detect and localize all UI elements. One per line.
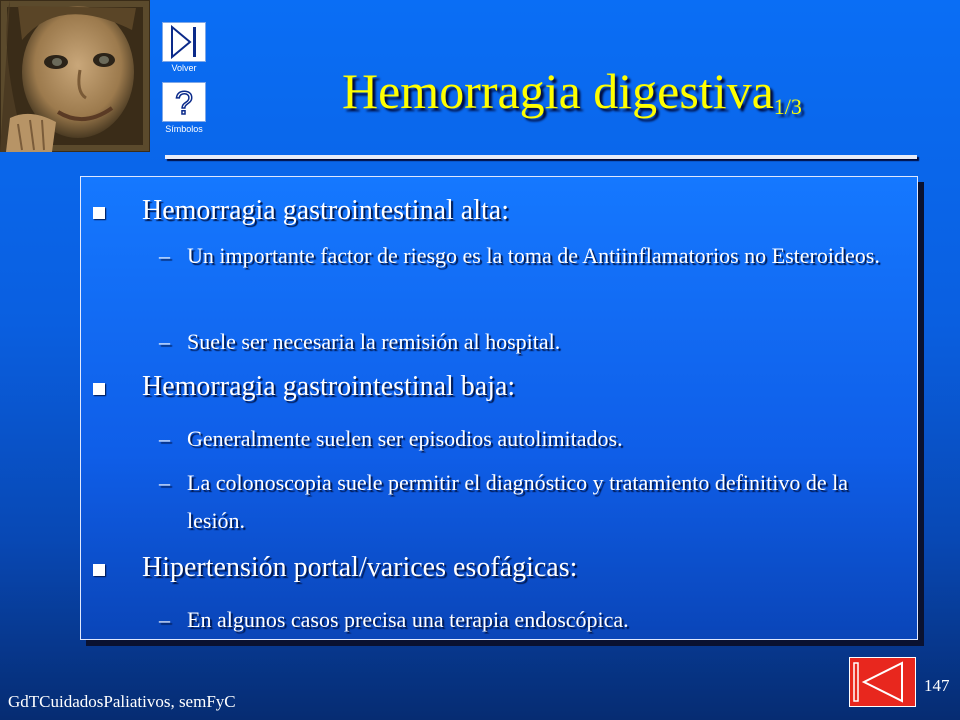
sub-bullet-text: Un importante factor de riesgo es la toma de Antiinflamatorios no Esteroideos. bbox=[187, 243, 880, 268]
page-number: 147 bbox=[924, 676, 950, 695]
volver-label: Volver bbox=[171, 63, 197, 73]
bullet-text: Hipertensión portal/varices esofágicas: bbox=[142, 552, 578, 583]
page-title-text: Hemorragia digestiva bbox=[342, 63, 774, 119]
volver-button[interactable] bbox=[162, 22, 206, 62]
sub-bullet-text: Generalmente suelen ser episodios autolimitados. bbox=[187, 426, 623, 451]
page-title bbox=[342, 62, 802, 120]
square-bullet-icon bbox=[93, 207, 105, 219]
title-divider bbox=[165, 155, 917, 159]
simbolos-label: Símbolos bbox=[165, 124, 203, 134]
play-bar-icon bbox=[163, 23, 205, 61]
footer-credit: GdTCuidadosPaliativos, semFyC bbox=[8, 692, 236, 711]
triangle-left-icon bbox=[850, 658, 915, 706]
simbolos-button[interactable] bbox=[162, 82, 206, 122]
sub-bullet-text: La colonoscopia suele permitir el diagnóstico y tratamiento definitivo de la lesión. bbox=[187, 470, 849, 533]
sub-bullet-text: Suele ser necesaria la remisión al hospital. bbox=[187, 329, 561, 354]
square-bullet-icon bbox=[93, 383, 105, 395]
bullet-list: Hemorragia gastrointestinal alta: – Un importante factor de riesgo es la toma de Antiinflamatorios no Esteroideos. – Suele ser necesaria la remisión al hospital. Hemorragia gastrointestinal baja: – Generalmente suelen ser episodios autolimitados. – La colonoscopia suele permitir el diagnóstico y tratamiento definitivo de la lesión. Hipertensión portal/varices esofágicas: – En algunos casos precisa una terapia endoscópica. bbox=[81, 177, 917, 639]
back-button[interactable] bbox=[849, 657, 916, 707]
sub-bullet-text: En algunos casos precisa una terapia endoscópica. bbox=[187, 607, 629, 632]
portrait-face-icon bbox=[0, 0, 150, 152]
bullet-text: Hemorragia gastrointestinal alta: bbox=[142, 195, 509, 226]
bullet-text: Hemorragia gastrointestinal baja: bbox=[142, 371, 516, 402]
portrait-image bbox=[0, 0, 150, 152]
question-icon bbox=[163, 83, 205, 121]
square-bullet-icon bbox=[93, 564, 105, 576]
content-box bbox=[80, 176, 918, 640]
svg-text:?: ? bbox=[175, 85, 193, 121]
page-title-suffix: 1/3 bbox=[773, 94, 802, 119]
